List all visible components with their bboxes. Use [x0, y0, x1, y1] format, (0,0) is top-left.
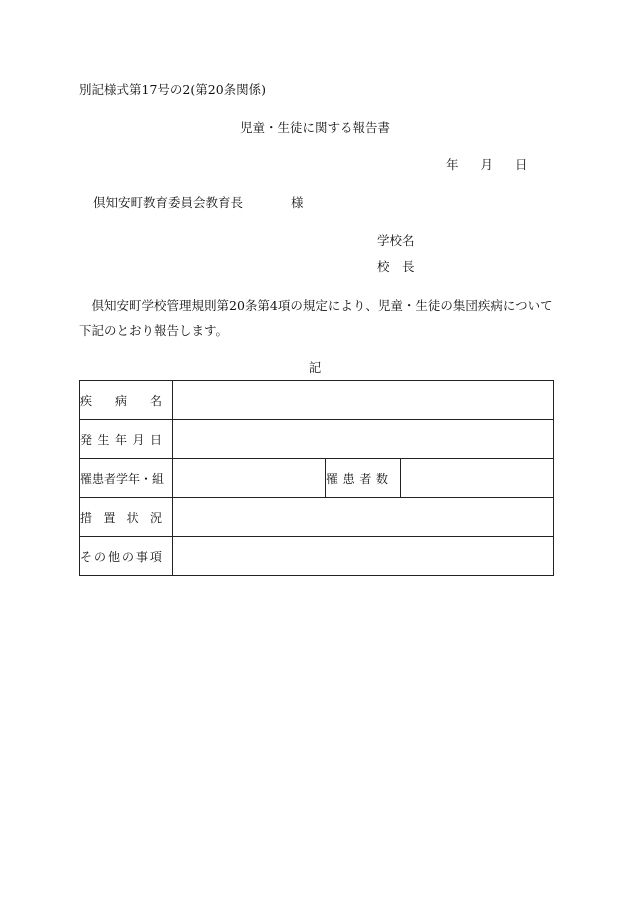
field-grade-class[interactable]	[173, 459, 326, 498]
label-patient-count: 罹 患 者 数	[326, 459, 401, 498]
table-row-onset	[80, 420, 554, 459]
label-disease-name: 疾 病 名	[80, 381, 173, 420]
label-other-matters: そ の 他 の 事 項	[80, 537, 173, 576]
table-row-other	[80, 537, 554, 576]
field-patient-count[interactable]	[401, 459, 554, 498]
date-line	[446, 155, 528, 173]
addressee-honorific: 様	[291, 195, 304, 210]
label-onset-date: 発 生 年 月 日	[80, 420, 173, 459]
school-name-label: 学校名	[377, 233, 415, 248]
addressee-name: 倶知安町教育委員会教育長	[93, 195, 244, 210]
label-measures: 措 置 状 況	[80, 498, 173, 537]
field-other-matters[interactable]	[173, 537, 554, 576]
addressee	[93, 193, 304, 211]
table-row-grade	[80, 459, 554, 498]
form-number: 別記様式第17号の2(第20条関係)	[79, 82, 267, 97]
field-measures[interactable]	[173, 498, 554, 537]
date-day: 日	[515, 157, 528, 172]
report-table	[79, 380, 554, 576]
date-month: 月	[480, 157, 494, 172]
ki-heading: 記	[308, 360, 322, 375]
table-row-disease	[80, 381, 554, 420]
field-onset-date[interactable]	[173, 420, 554, 459]
report-body: 倶知安町学校管理規則第20条第4項の規定により、児童・生徒の集団疾病について下記のとおり報告します。	[79, 298, 553, 338]
date-year: 年	[446, 157, 459, 172]
table-row-measures	[80, 498, 554, 537]
label-grade-class: 罹患者学年・組	[80, 459, 173, 498]
principal-label: 校 長	[377, 259, 415, 274]
field-disease-name[interactable]	[173, 381, 554, 420]
document-title: 児童・生徒に関する報告書	[239, 120, 390, 135]
